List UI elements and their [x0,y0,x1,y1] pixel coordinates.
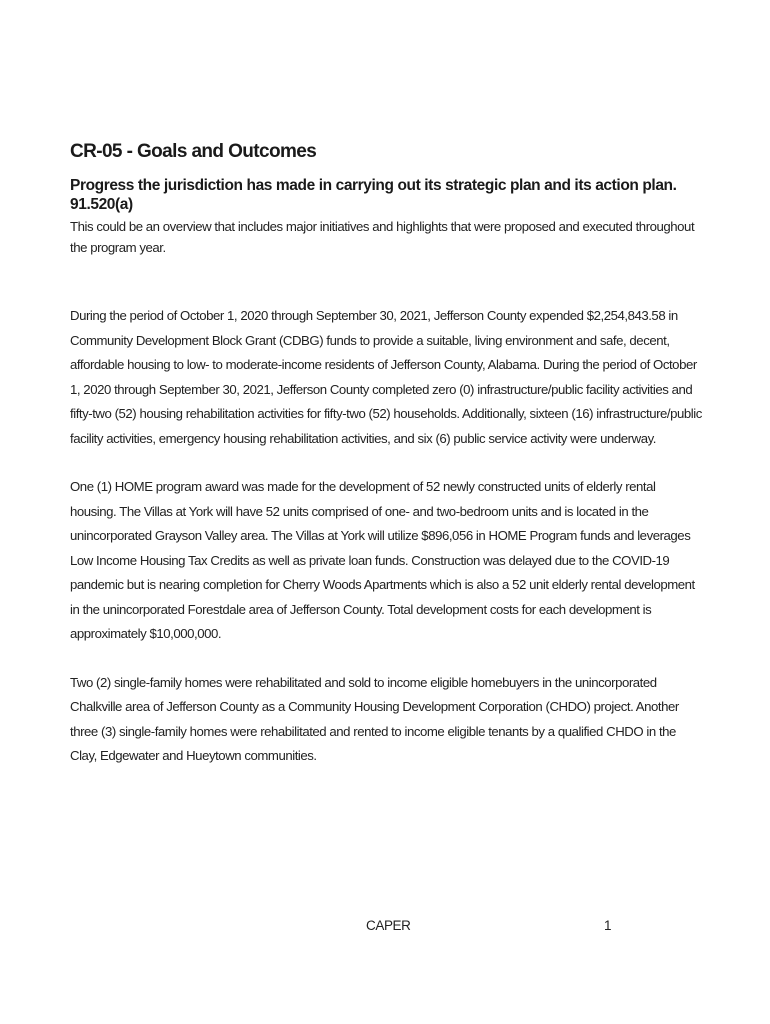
page-content [70,140,702,793]
narrative-body [70,304,702,769]
narrative-paragraph-cdbg: During the period of October 1, 2020 through September 30, 2021, Jefferson County expended $2,254,843.58 in Community Development Block Grant (CDBG) funds to provide a suitable, living environment and safe, decent, affordable housing to low- to moderate-income residents of Jefferson County, Alabama. During the period of October 1, 2020 through September 30, 2021, Jefferson County completed zero (0) infrastructure/public facility activities and fifty-two (52) housing rehabilitation activities for fifty-two (52) households. Additionally, sixteen (16) infrastructure/public facility activities, emergency housing rehabilitation activities, and six (6) public service activity were underway. [70,308,702,446]
footer-caper-label: CAPER [366,918,411,933]
question-heading: Progress the jurisdiction has made in carrying out its strategic plan and its action plan. 91.520(a) [70,177,677,213]
footer-page-number: 1 [604,918,612,933]
instructions-text: This could be an overview that includes major initiatives and highlights that were proposed and executed throughout the program year. [70,219,695,255]
narrative-paragraph-home: One (1) HOME program award was made for the development of 52 newly constructed units of elderly rental housing. The Villas at York will have 52 units comprised of one- and two-bedroom units and is located in the unincorporated Grayson Valley area. The Villas at York will utilize $896,056 in HOME Program funds and leverages Low Income Housing Tax Credits as well as private loan funds. Construction was delayed due to the COVID-19 pandemic but is nearing completion for Cherry Woods Apartments which is also a 52 unit elderly rental development in the unincorporated Forestdale area of Jefferson County. Total development costs for each development is approximately $10,000,000. [70,479,695,641]
narrative-paragraph-chdo: Two (2) single-family homes were rehabilitated and sold to income eligible homebuyers in the unincorporated Chalkville area of Jefferson County as a Community Housing Development Corporation (CHDO) project. Another three (3) single-family homes were rehabilitated and rented to income eligible tenants by a qualified CHDO in the Clay, Edgewater and Hueytown communities. [70,674,679,763]
section-title: CR-05 - Goals and Outcomes [70,141,317,162]
